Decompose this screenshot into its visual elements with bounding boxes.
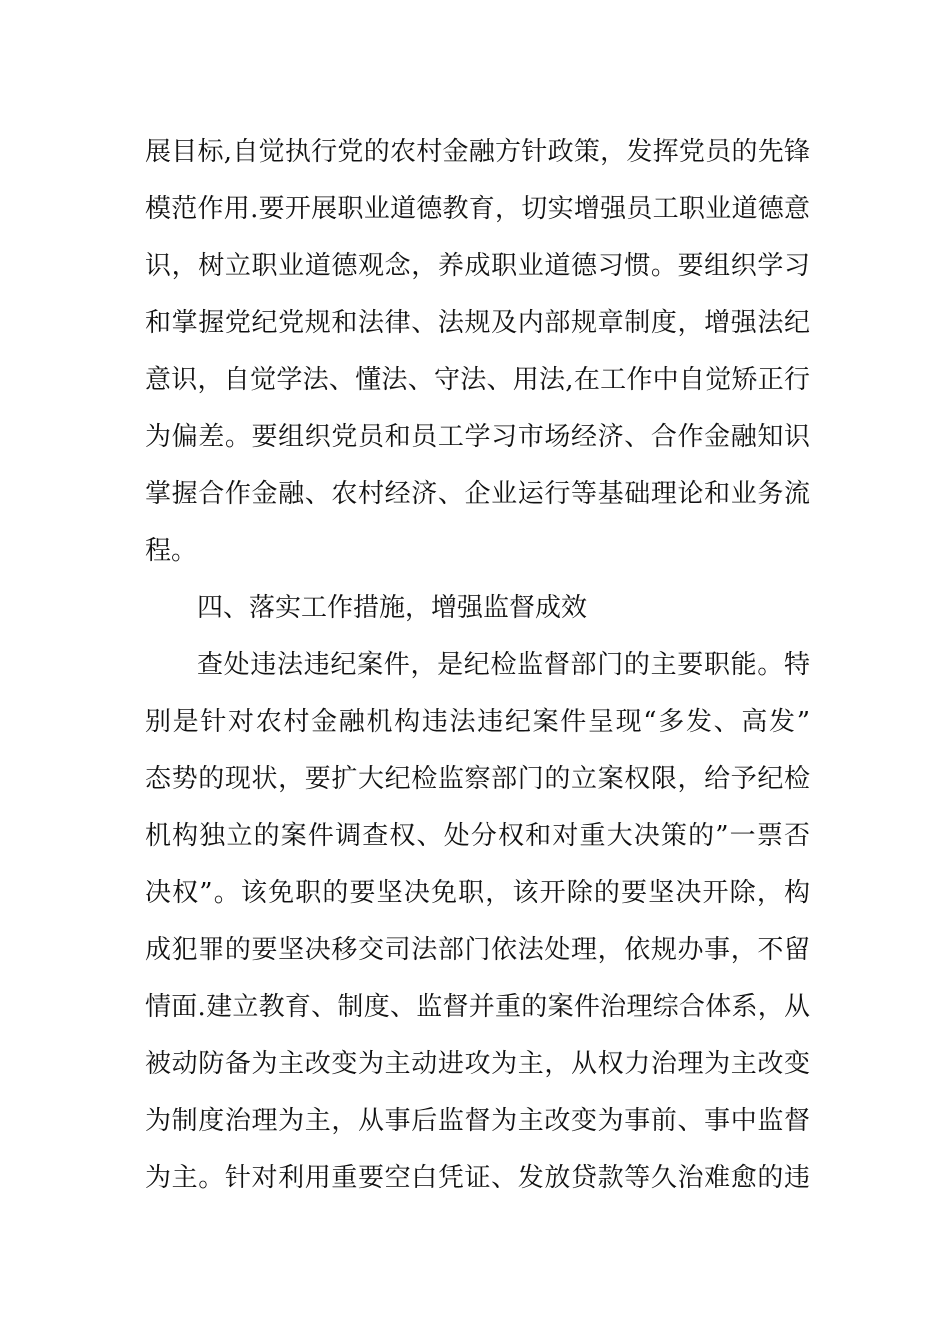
- text-line: 决权”。该免职的要坚决免职，该开除的要坚决开除，构: [145, 878, 810, 908]
- section-heading: 四、落实工作措施，增强监督成效: [197, 593, 588, 623]
- text-line: 别是针对农村金融机构违法违纪案件呈现“多发、高发”: [145, 707, 810, 737]
- text-line: 识，树立职业道德观念，养成职业道德习惯。要组织学习: [145, 251, 810, 281]
- text-line: 态势的现状，要扩大纪检监察部门的立案权限，给予纪检: [145, 764, 810, 794]
- text-line: 为主。针对利用重要空白凭证、发放贷款等久治难愈的违: [145, 1163, 810, 1193]
- document-body: [145, 124, 810, 1207]
- text-line: 和掌握党纪党规和法律、法规及内部规章制度，增强法纪: [145, 308, 810, 338]
- paragraph-first-line: 查处违法违纪案件，是纪检监督部门的主要职能。特: [197, 650, 810, 680]
- text-line: 模范作用.要开展职业道德教育，切实增强员工职业道德意: [145, 194, 810, 224]
- text-line: 展目标,自觉执行党的农村金融方针政策，发挥党员的先锋: [145, 137, 810, 167]
- text-line: 成犯罪的要坚决移交司法部门依法处理，依规办事，不留: [145, 935, 810, 965]
- text-line: 掌握合作金融、农村经济、企业运行等基础理论和业务流: [145, 479, 810, 509]
- text-line: 机构独立的案件调查权、处分权和对重大决策的”一票否: [145, 821, 810, 851]
- text-line: 意识，自觉学法、懂法、守法、用法,在工作中自觉矫正行: [145, 365, 810, 395]
- text-line: 程。: [145, 536, 198, 566]
- text-line: 情面.建立教育、制度、监督并重的案件治理综合体系，从: [145, 992, 810, 1022]
- text-line: 为偏差。要组织党员和员工学习市场经济、合作金融知识: [145, 422, 810, 452]
- text-line: 被动防备为主改变为主动进攻为主，从权力治理为主改变: [145, 1049, 810, 1079]
- text-line: 为制度治理为主，从事后监督为主改变为事前、事中监督: [145, 1106, 810, 1136]
